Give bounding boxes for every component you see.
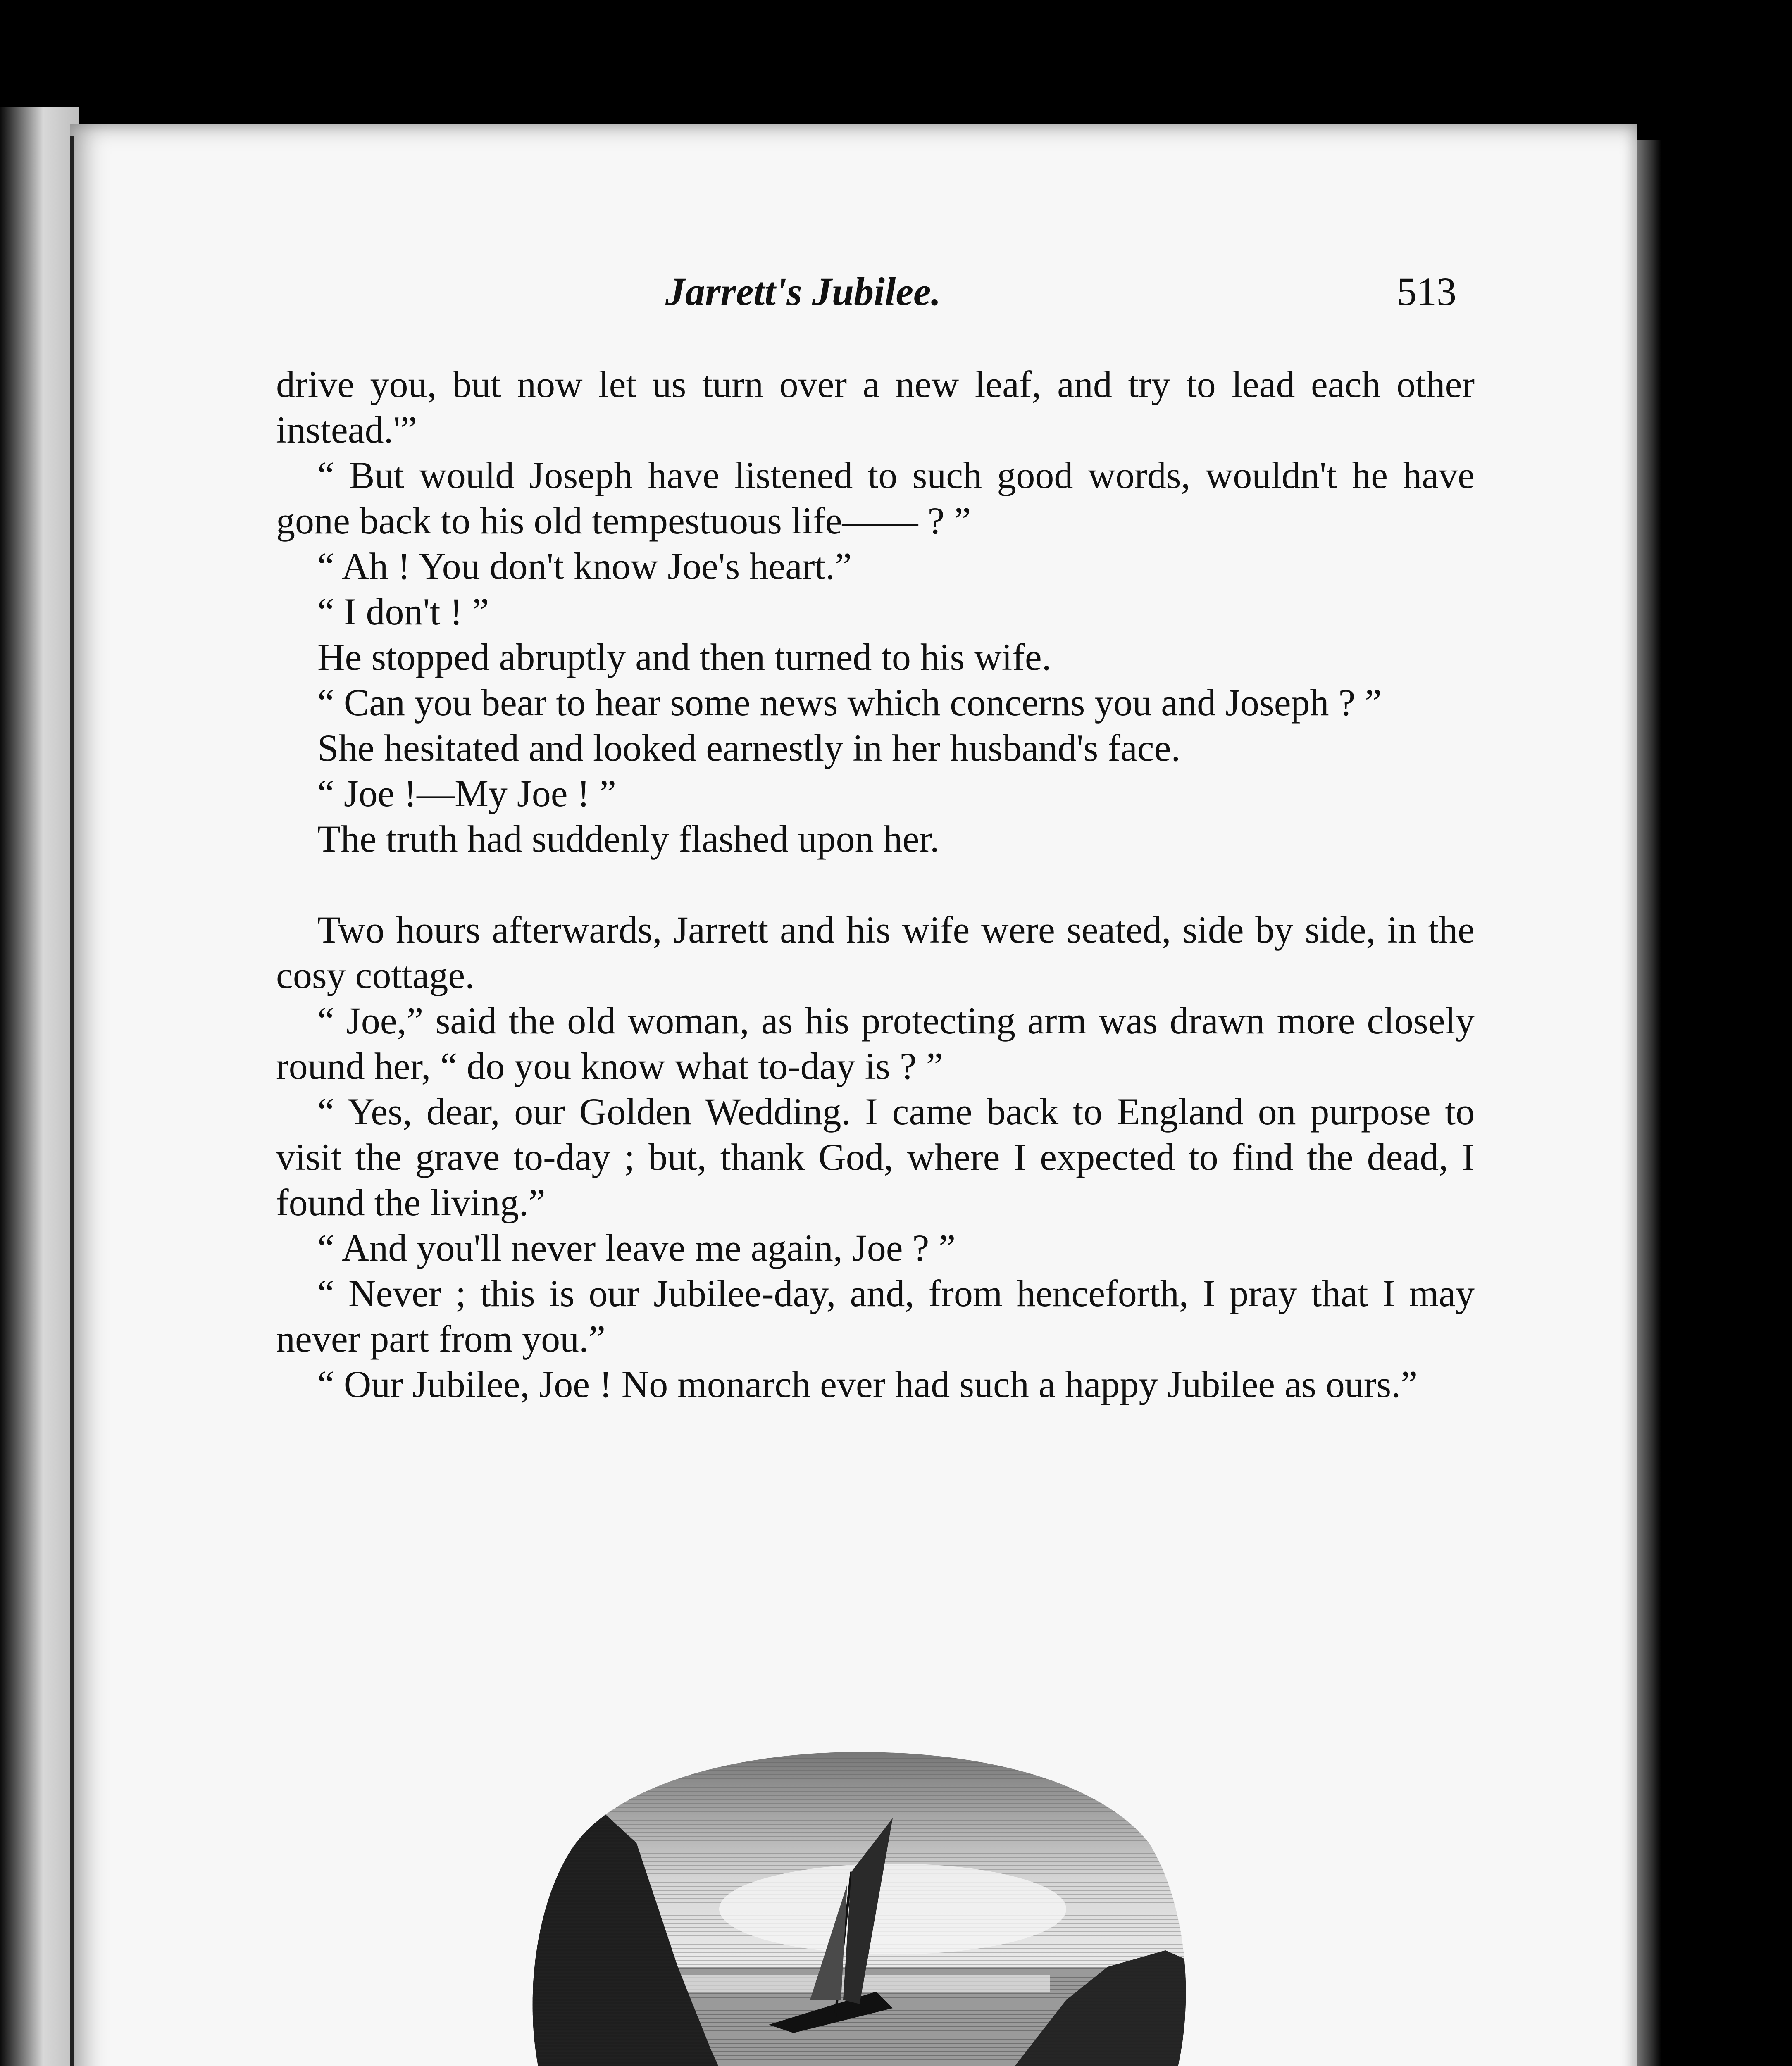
left-page-edge (0, 107, 79, 2066)
sailboat-engraving (521, 1735, 1203, 2066)
paragraph: She hesitated and looked earnestly in her husband's face. (317, 727, 1181, 769)
paragraph: “ But would Joseph have listened to such good words, wouldn't he have gone back to his old tempestuous life—— ? ” (276, 454, 1475, 542)
paragraph: “ Can you bear to hear some news which concerns you and Joseph ? ” (317, 681, 1382, 724)
paragraph: “ Ah ! You don't know Joe's heart.” (317, 545, 852, 587)
paragraph: drive you, but now let us turn over a new leaf, and try to lead each other instead.'” (276, 363, 1475, 451)
page-number: 513 (1397, 269, 1456, 314)
paragraph: “ Yes, dear, our Golden Wedding. I came back to England on purpose to visit the grave to-day ; but, thank God, where I expected to find the dead, I found the living.” (276, 1090, 1475, 1223)
story-text (276, 362, 1475, 1407)
paragraph: “ Joe !—My Joe ! ” (317, 772, 617, 814)
page-gutter-shadow (70, 136, 74, 2066)
running-head: Jarrett's Jubilee. (665, 269, 941, 314)
paragraph: The truth had suddenly flashed upon her. (317, 818, 939, 860)
right-page-edge (1637, 140, 1661, 2066)
paragraph: He stopped abruptly and then turned to his wife. (317, 636, 1051, 678)
paragraph: Two hours afterwards, Jarrett and his wife were seated, side by side, in the cosy cottage. (276, 909, 1475, 996)
paragraph: “ I don't ! ” (317, 590, 489, 633)
paragraph: “ Never ; this is our Jubilee-day, and, from henceforth, I pray that I may never part from you.” (276, 1272, 1475, 1360)
paragraph: “ Our Jubilee, Joe ! No monarch ever had such a happy Jubilee as ours.” (317, 1363, 1418, 1405)
paragraph: “ Joe,” said the old woman, as his protecting arm was drawn more closely round her, “ do you know what to-day is ? ” (276, 1000, 1475, 1087)
section-break (276, 862, 1475, 907)
paragraph: “ And you'll never leave me again, Joe ? ” (317, 1227, 956, 1269)
